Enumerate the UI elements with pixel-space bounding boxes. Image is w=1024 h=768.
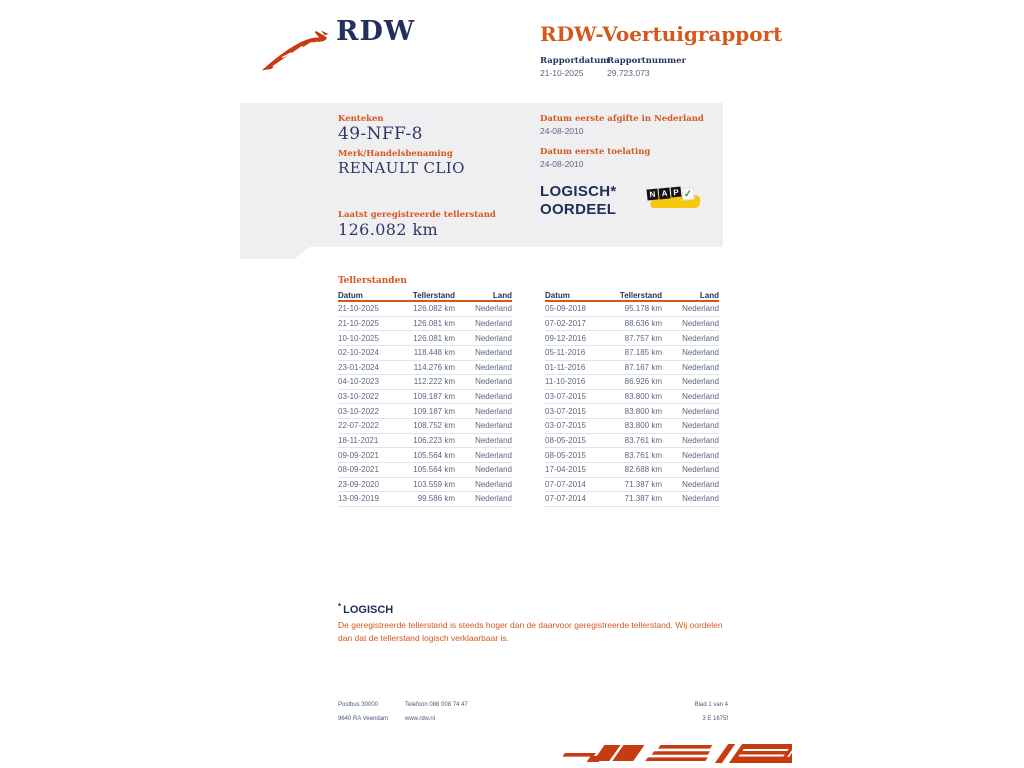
column-header-tellerstand: Tellerstand: [619, 291, 662, 300]
column-header-land: Land: [699, 291, 719, 300]
tellerstand-cell: 112.222 km: [413, 377, 455, 387]
tellerstand-cell: 106.223 km: [413, 435, 455, 445]
rapportnummer-value: 29.723.073: [607, 68, 650, 78]
tellerstand-value: 126.082 km: [338, 220, 439, 239]
tellerstand-cell: 109.187 km: [413, 392, 455, 402]
land-cell: Nederland: [682, 318, 719, 328]
tellerstand-cell: 83.761 km: [624, 450, 662, 460]
tellerstanden-table-right: [545, 289, 719, 507]
tellerstand-cell: 105.564 km: [413, 465, 455, 475]
land-cell: Nederland: [682, 362, 719, 372]
summary-box: [240, 103, 723, 247]
table-row: [338, 361, 512, 376]
datum-cell: 23-09-2020: [338, 479, 379, 489]
tellerstand-cell: 109.187 km: [413, 406, 455, 416]
table-row: [545, 375, 719, 390]
table-row: [545, 448, 719, 463]
land-cell: Nederland: [682, 406, 719, 416]
footer-form-code: 3 E 1675f: [702, 716, 728, 722]
datum-cell: 08-05-2015: [545, 450, 586, 460]
tellerstand-cell: 87.185 km: [624, 348, 662, 358]
land-cell: Nederland: [682, 348, 719, 358]
table-row: [338, 419, 512, 434]
footer-page-indicator: Blad 1 van 4: [694, 702, 728, 708]
tellerstand-cell: 71.387 km: [624, 479, 662, 489]
table-header-row: [338, 289, 512, 302]
table-row: [338, 492, 512, 507]
table-row: [545, 346, 719, 361]
land-cell: Nederland: [475, 479, 512, 489]
table-row: [545, 463, 719, 478]
datum-cell: 08-09-2021: [338, 465, 379, 475]
footer-website: www.rdw.nl: [405, 716, 436, 722]
datum-cell: 05-11-2016: [545, 348, 586, 358]
datum-cell: 13-09-2019: [338, 494, 379, 504]
land-cell: Nederland: [475, 406, 512, 416]
tellerstand-cell: 83.800 km: [624, 406, 662, 416]
tellerstand-cell: 71.387 km: [624, 494, 662, 504]
tellerstand-cell: 95.178 km: [624, 304, 662, 314]
land-cell: Nederland: [475, 348, 512, 358]
tellerstand-cell: 82.688 km: [624, 465, 662, 475]
toelating-value: 24-08-2010: [540, 159, 584, 169]
oordeel-line2: OORDEEL: [540, 201, 617, 218]
tellerstand-cell: 86.926 km: [624, 377, 662, 387]
tellerstand-cell: 118.448 km: [413, 348, 455, 358]
table-row: [338, 390, 512, 405]
table-row: [545, 419, 719, 434]
footer-address-line1: Postbus 30000: [338, 702, 379, 708]
table-row: [545, 302, 719, 317]
datum-cell: 18-11-2021: [338, 435, 379, 445]
tellerstand-cell: 83.800 km: [624, 421, 662, 431]
merk-label: Merk/Handelsbenaming: [338, 149, 453, 159]
toelating-label: Datum eerste toelating: [540, 147, 651, 157]
datum-cell: 09-09-2021: [338, 450, 379, 460]
land-cell: Nederland: [475, 333, 512, 343]
rapportnummer-label: Rapportnummer: [607, 56, 686, 66]
footer-stripes-graphic: [546, 740, 792, 768]
tellerstand-label: Laatst geregistreerde tellerstand: [338, 210, 496, 220]
datum-cell: 17-04-2015: [545, 465, 586, 475]
datum-cell: 23-01-2024: [338, 362, 379, 372]
oordeel-line1: LOGISCH*: [540, 183, 617, 200]
report-title: RDW-Voertuigrapport: [540, 22, 783, 46]
footer-phone: Telefoon 088 008 74 47: [405, 702, 468, 708]
tellerstand-cell: 87.167 km: [624, 362, 662, 372]
kenteken-label: Kenteken: [338, 114, 384, 124]
footnote-title: [338, 602, 393, 616]
datum-cell: 03-07-2015: [545, 406, 586, 416]
table-row: [338, 375, 512, 390]
land-cell: Nederland: [682, 377, 719, 387]
tellerstand-cell: 99.586 km: [417, 494, 455, 504]
land-cell: Nederland: [682, 421, 719, 431]
nap-checkmark-icon: ✓: [683, 188, 693, 200]
table-row: [338, 448, 512, 463]
land-cell: Nederland: [475, 392, 512, 402]
datum-cell: 03-10-2022: [338, 392, 379, 402]
datum-cell: 03-10-2022: [338, 406, 379, 416]
land-cell: Nederland: [475, 421, 512, 431]
footer-address-line2: 9640 RA Veendam: [338, 716, 389, 722]
land-cell: Nederland: [475, 318, 512, 328]
datum-cell: 02-10-2024: [338, 348, 379, 358]
tellerstanden-section-title: Tellerstanden: [338, 276, 407, 286]
land-cell: Nederland: [682, 304, 719, 314]
datum-cell: 03-07-2015: [545, 392, 586, 402]
datum-cell: 21-10-2025: [338, 318, 379, 328]
footnote-title-text: LOGISCH: [343, 604, 394, 616]
tellerstand-cell: 88.636 km: [624, 318, 662, 328]
summary-box-corner-tab: [240, 247, 310, 259]
land-cell: Nederland: [475, 465, 512, 475]
datum-cell: 01-11-2016: [545, 362, 586, 372]
column-header-datum: Datum: [545, 291, 570, 300]
datum-cell: 08-05-2015: [545, 435, 586, 445]
tellerstand-cell: 103.559 km: [413, 479, 455, 489]
datum-cell: 05-09-2018: [545, 304, 586, 314]
datum-cell: 11-10-2016: [545, 377, 586, 387]
table-row: [338, 317, 512, 332]
land-cell: Nederland: [475, 377, 512, 387]
land-cell: Nederland: [475, 450, 512, 460]
land-cell: Nederland: [682, 450, 719, 460]
kenteken-value: 49-NFF-8: [338, 124, 423, 144]
table-row: [545, 404, 719, 419]
table-row: [545, 361, 719, 376]
table-row: [338, 463, 512, 478]
tellerstanden-table-left: [338, 289, 512, 507]
table-row: [338, 302, 512, 317]
column-header-datum: Datum: [338, 291, 363, 300]
table-row: [545, 390, 719, 405]
tellerstand-cell: 83.800 km: [624, 392, 662, 402]
table-row: [545, 478, 719, 493]
nap-letter-a: A: [658, 187, 670, 199]
tellerstand-cell: 126.081 km: [413, 333, 455, 343]
merk-value: RENAULT CLIO: [338, 159, 465, 177]
land-cell: Nederland: [682, 333, 719, 343]
datum-cell: 07-07-2014: [545, 479, 586, 489]
datum-cell: 07-02-2017: [545, 318, 586, 328]
table-header-row: [545, 289, 719, 302]
tellerstand-cell: 114.276 km: [413, 362, 455, 372]
datum-cell: 22-07-2022: [338, 421, 379, 431]
column-header-tellerstand: Tellerstand: [412, 291, 455, 300]
table-row: [545, 434, 719, 449]
nap-logo: [646, 185, 702, 213]
column-header-land: Land: [492, 291, 512, 300]
footnote-text: De geregistreerde tellerstand is steeds hoger dan de daarvoor geregistreerde tellerstand. Wij oordelen dan dat de tellerstand logisch verklaarbaar is.: [338, 620, 723, 643]
table-row: [545, 331, 719, 346]
land-cell: Nederland: [475, 362, 512, 372]
rdw-wordmark: RDW: [336, 16, 416, 47]
rapportdatum-value: 21-10-2025: [540, 68, 584, 78]
datum-cell: 07-07-2014: [545, 494, 586, 504]
datum-cell: 21-10-2025: [338, 304, 379, 314]
table-row: [338, 346, 512, 361]
tellerstand-cell: 87.757 km: [624, 333, 662, 343]
tellerstand-cell: 108.752 km: [413, 421, 455, 431]
afgifte-label: Datum eerste afgifte in Nederland: [540, 114, 704, 124]
datum-cell: 10-10-2025: [338, 333, 379, 343]
table-row: [545, 317, 719, 332]
tellerstand-cell: 83.761 km: [624, 435, 662, 445]
footnote-asterisk: *: [338, 602, 342, 611]
rapportdatum-label: Rapportdatum: [540, 56, 610, 66]
oordeel-text: [540, 183, 617, 219]
rdw-feather-logo-icon: [260, 28, 334, 74]
nap-letter-n: N: [646, 188, 658, 200]
table-row: [338, 404, 512, 419]
land-cell: Nederland: [682, 494, 719, 504]
table-row: [338, 331, 512, 346]
land-cell: Nederland: [682, 392, 719, 402]
tellerstand-cell: 105.564 km: [413, 450, 455, 460]
tellerstand-cell: 126.081 km: [413, 318, 455, 328]
tellerstand-cell: 126.082 km: [413, 304, 455, 314]
land-cell: Nederland: [475, 304, 512, 314]
table-row: [545, 492, 719, 507]
nap-letter-p: P: [671, 187, 682, 198]
land-cell: Nederland: [475, 435, 512, 445]
datum-cell: 09-12-2016: [545, 333, 586, 343]
land-cell: Nederland: [682, 479, 719, 489]
land-cell: Nederland: [682, 465, 719, 475]
datum-cell: 03-07-2015: [545, 421, 586, 431]
land-cell: Nederland: [475, 494, 512, 504]
afgifte-value: 24-08-2010: [540, 126, 584, 136]
land-cell: Nederland: [682, 435, 719, 445]
table-row: [338, 478, 512, 493]
table-row: [338, 434, 512, 449]
datum-cell: 04-10-2023: [338, 377, 379, 387]
